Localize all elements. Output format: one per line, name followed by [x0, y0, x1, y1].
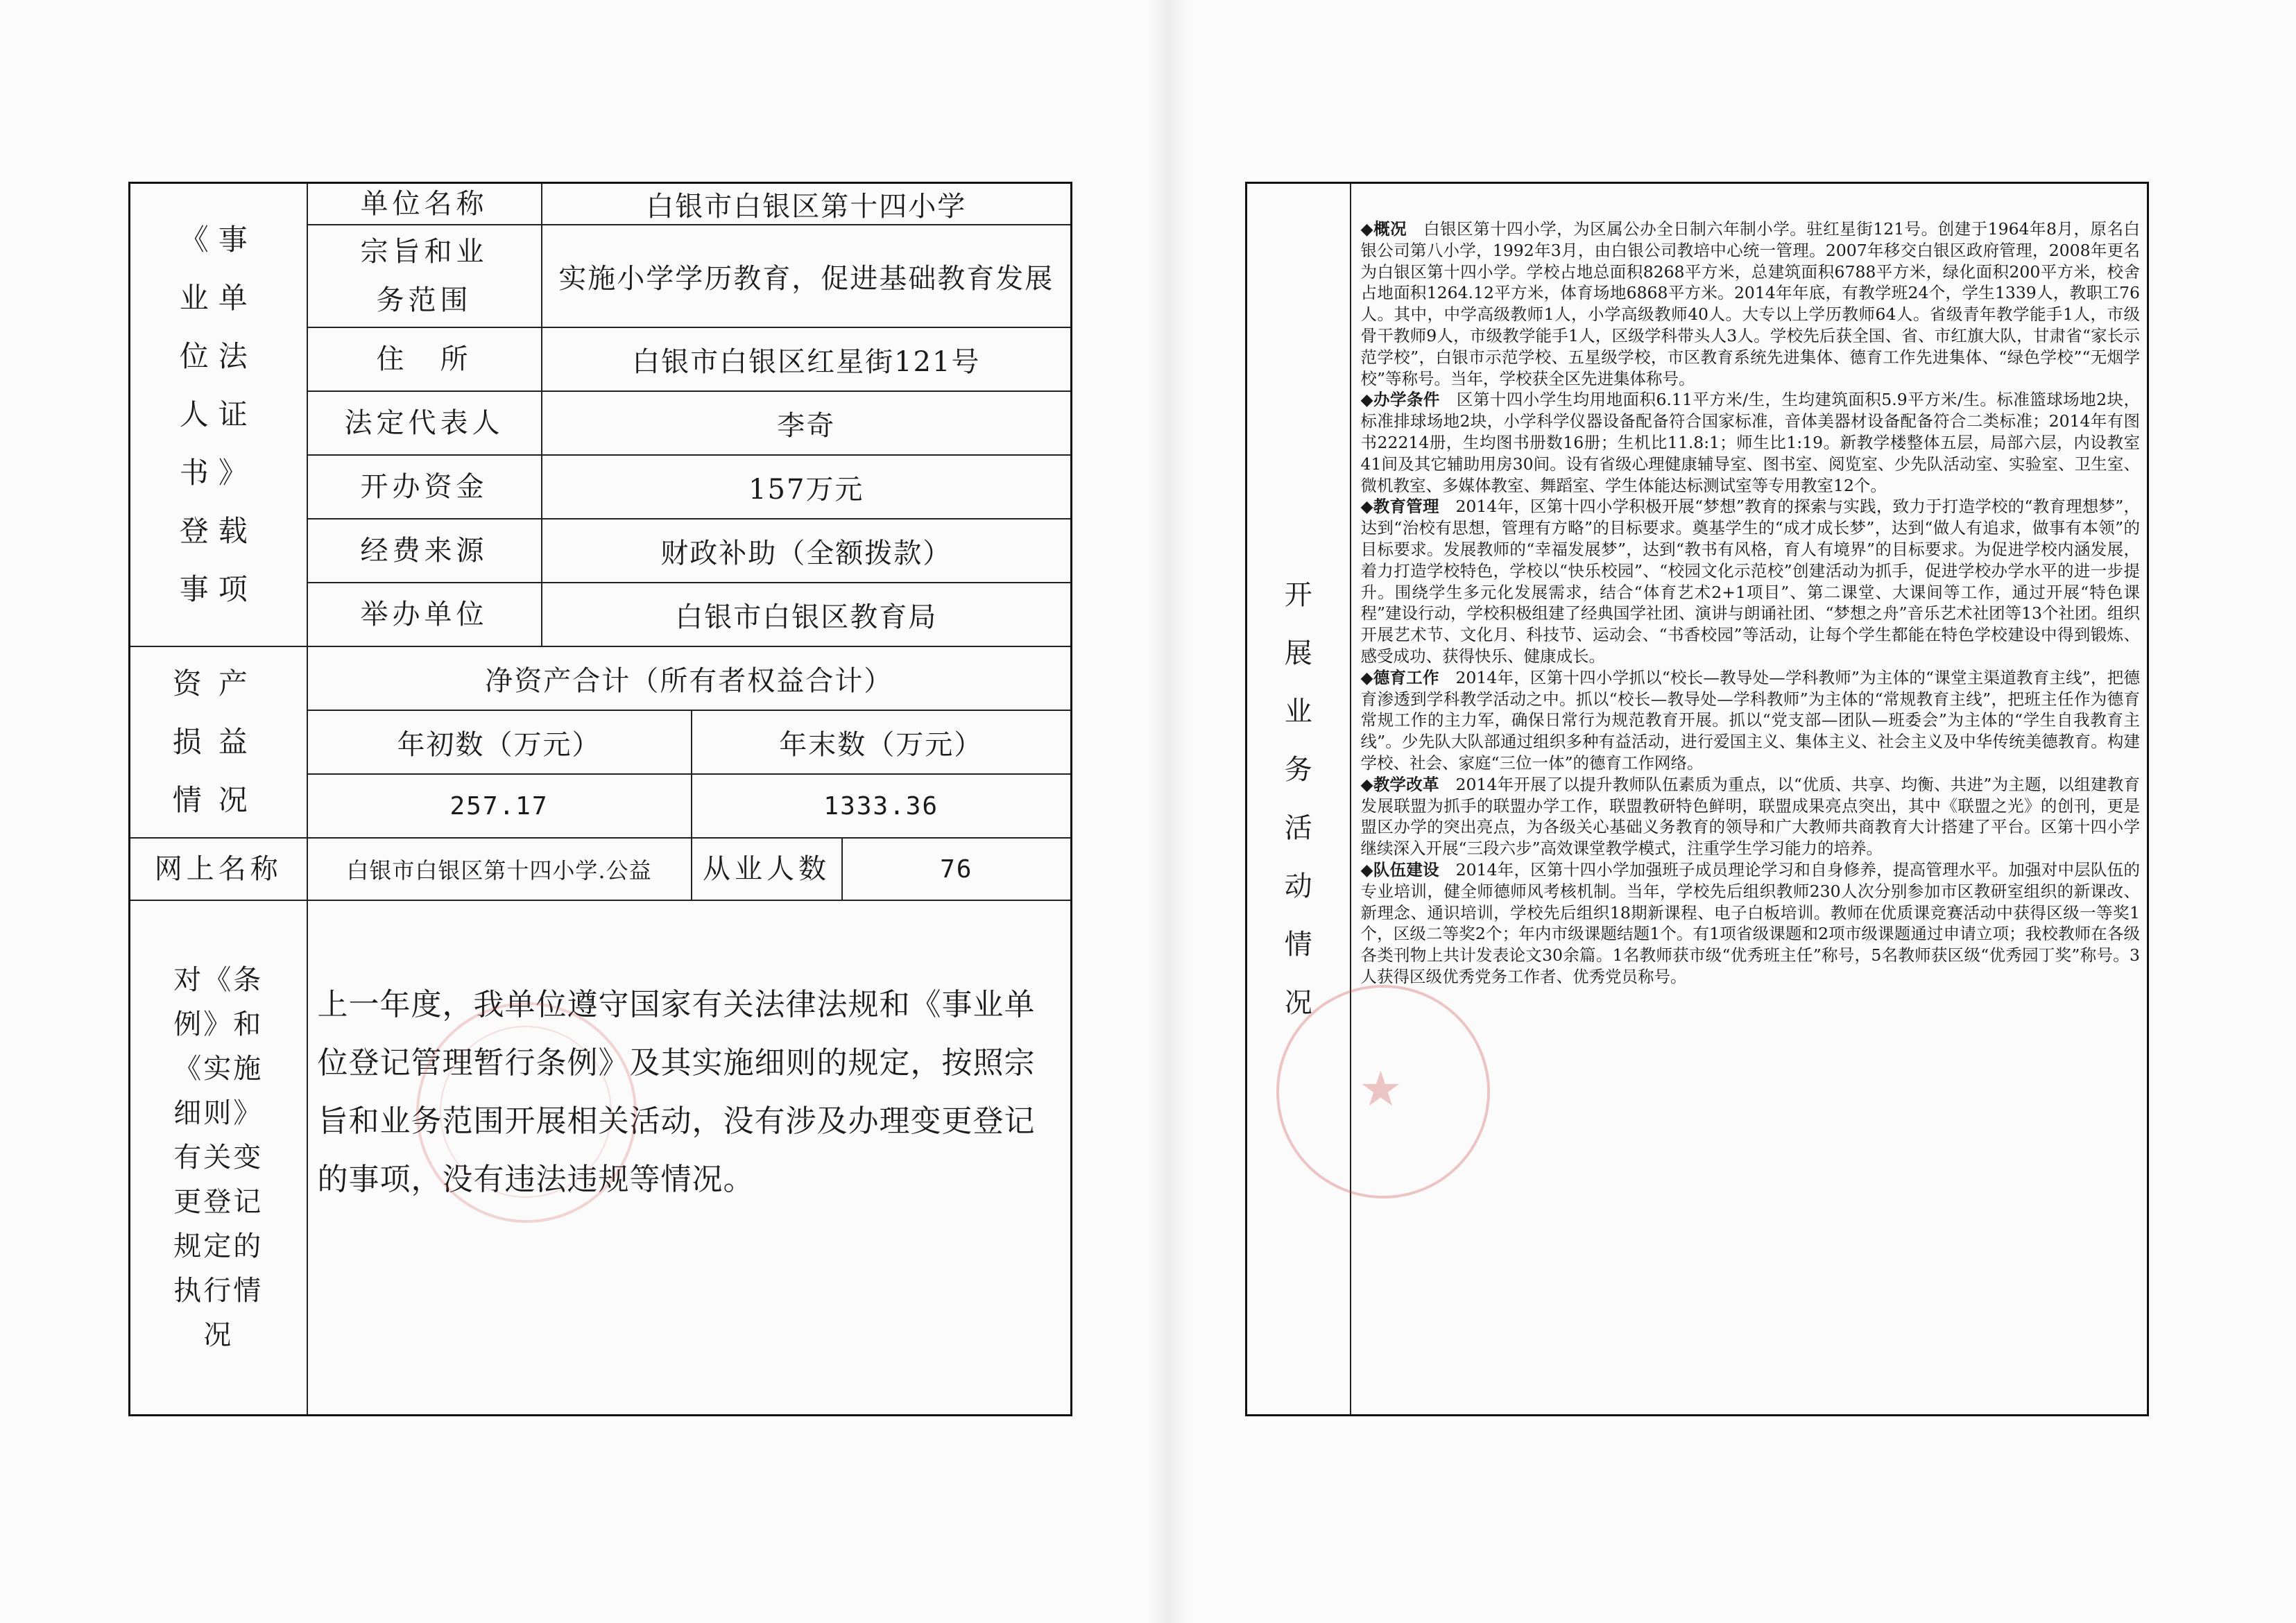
end-value: 1333.36: [692, 774, 1072, 838]
online-name-label: 网上名称: [130, 838, 307, 900]
online-name-value: 白银市白银区第十四小学.公益: [307, 838, 692, 900]
official-seal-left: [416, 1002, 637, 1223]
report-paragraph: [1361, 859, 2141, 988]
begin-value: 257.17: [307, 774, 692, 838]
unit-name-value: 白银市白银区第十四小学: [542, 183, 1072, 225]
assets-section-text: 资产损益情况: [172, 667, 264, 817]
registration-section-label: [130, 183, 307, 647]
sponsor-label: 举办单位: [307, 583, 542, 646]
report-paragraph: [1361, 218, 2141, 389]
seal-ring: [440, 1026, 612, 1198]
purpose-label: 宗旨和业务范围: [360, 236, 488, 316]
funding-label: 经费来源: [307, 519, 542, 583]
official-seal-right: [1276, 985, 1490, 1199]
registration-section-text: 《事业单位法人证书》登载事项: [179, 223, 257, 606]
report-paragraph: [1361, 389, 2141, 496]
capital-label: 开办资金: [307, 455, 542, 519]
paragraph-marker: ◆概况: [1360, 219, 1407, 239]
paragraph-marker: ◆队伍建设: [1360, 859, 1439, 879]
purpose-value: 实施小学学历教育，促进基础教育发展: [542, 225, 1072, 327]
end-label: 年末数（万元）: [692, 710, 1072, 774]
staff-value: 76: [842, 838, 1072, 900]
paragraph-marker: ◆教育管理: [1360, 497, 1439, 517]
funding-value: 财政补助（全额拨款）: [542, 519, 1072, 583]
address-value: 白银市白银区红星街121号: [542, 327, 1072, 391]
paragraph-text: 2014年，区第十四小学抓以“校长—教导处—学科教师”为主体的“课堂主渠道教育主线”，把德育渗透到学科教学活动之中。抓以“校长—教导处—学科教师”为主体的“常规教育主线”，把班主任作为德育常规工作的主力军，确保日常行为规范教育开展。抓以“党支部—团队—班委会”为主体的“学生自我教育主线”。少先队大队部通过组织多种有益活动，进行爱国主义、集体主义、社会主义及中华传统美德教育。构建学校、社会、家庭“三位一体”的德育工作网络。: [1360, 667, 2140, 773]
paragraph-text: 2014年，区第十四小学积极开展“梦想”教育的探索与实践，致力于打造学校的“教育理想梦”，达到“治校有思想，管理有方略”的目标要求。奠基学生的“成才成长梦”，达到“做人有追求，做事有本领”的目标要求。发展教师的“幸福发展梦”，达到“教书有风格，育人有境界”的目标要求。为促进学校内涵发展，着力打造学校特色，学校以“快乐校园”、“校园文化示范校”创建活动为抓手，促进学校办学水平的进一步提升。围绕学生多元化发展需求，结合“体育艺术2+1项目”、第二课堂、大课间等工作，通过开展“特色课程”建设行动，学校积极组建了经典国学社团、演讲与朗诵社团、“梦想之舟”音乐艺术社团等13个社团。组织开展艺术节、文化月、科技节、运动会、“书香校园”等活动，让每个学生都能在特色学校建设中得到锻炼、感受成功、获得快乐、健康成长。: [1360, 497, 2140, 666]
legal-rep-value: 李奇: [542, 391, 1072, 455]
star-icon: ★: [1359, 1060, 1403, 1117]
net-assets-label: 净资产合计（所有者权益合计）: [307, 646, 1072, 710]
activities-section-label: [1246, 183, 1351, 1416]
capital-value: 157万元: [542, 455, 1072, 519]
address-label: 住 所: [307, 327, 542, 391]
compliance-statement: 上一年度，我单位遵守国家有关法律法规和《事业单位登记管理暂行条例》及其实施细则的规定，按照宗旨和业务范围开展相关活动，没有涉及办理变更登记的事项，没有违法违规等情况。: [307, 900, 1072, 1416]
activities-form: [1245, 182, 2149, 1416]
sponsor-value: 白银市白银区教育局: [542, 583, 1072, 646]
unit-name-label: 单位名称: [307, 183, 542, 225]
activities-report: [1351, 183, 2148, 1416]
compliance-section-text: 对《条例》和《实施细则》有关变更登记规定的执行情况: [173, 964, 264, 1351]
page-fold-shadow: [1148, 0, 1190, 1623]
paragraph-marker: ◆教学改革: [1360, 774, 1439, 794]
paragraph-text: 2014年开展了以提升教师队伍素质为重点，以“优质、共享、均衡、共进”为主题，以组建教育发展联盟为抓手的联盟办学工作，联盟教研特色鲜明，联盟成果亮点突出，其中《联盟之光》的创刊，更是盟区办学的突出亮点，为各级关心基础义务教育的领导和广大教师共商教育大计搭建了平台。区第十四小学继续深入开展“三段六步”高效课堂教学模式，注重学生学习能力的培养。: [1360, 774, 2140, 859]
report-paragraph: [1361, 774, 2141, 859]
activities-paragraphs: [1361, 218, 2141, 988]
paragraph-text: 白银区第十四小学，为区属公办全日制六年制小学。驻红星街121号。创建于1964年8月，原名白银公司第八小学，1992年3月，由白银公司教培中心统一管理。2007年移交白银区政府管理，2008年更名为白银区第十四小学。学校占地总面积8268平方米，总建筑面积6788平方米，绿化面积200平方米，校舍占地面积1264.12平方米，体育场地6868平方米。2014年年底，有教学班24个，学生1339人，教职工76人。其中，中学高级教师1人，小学高级教师40人。大专以上学历教师64人。省级青年教学能手1人，市级骨干教师9人，市级教学能手1人，区级学科带头人3人。学校先后获全国、省、市红旗大队，甘肃省“家长示范学校”，白银市示范学校、五星级学校，市区教育系统先进集体、德育工作先进集体、“绿色学校”“无烟学校”等称号。当年，学校获全区先进集体称号。: [1360, 219, 2140, 388]
begin-label: 年初数（万元）: [307, 710, 692, 774]
staff-label: 从业人数: [692, 838, 842, 900]
report-paragraph: [1361, 667, 2141, 774]
report-paragraph: [1361, 496, 2141, 667]
paragraph-marker: ◆德育工作: [1360, 667, 1439, 687]
paragraph-text: 区第十四小学生均用地面积6.11平方米/生，生均建筑面积5.9平方米/生。标准篮球场地2块，标准排球场地2块，小学科学仪器设备配备符合国家标准，音体美器材设备配备符合二类标准；2014年有图书22214册，生均图书册数16册；生机比11.8:1；师生比1:19。新教学楼整体五层，局部六层，内设教室41间及其它辅助用房30间。设有省级心理健康辅导室、图书室、阅览室、少先队活动室、实验室、卫生室、微机教室、多媒体教室、舞蹈室、学生体能达标测试室等专用教室12个。: [1360, 390, 2140, 495]
registration-form: [128, 182, 1072, 1416]
legal-rep-label: 法定代表人: [307, 391, 542, 455]
activities-section-text: 开展业务活动情况: [1284, 579, 1312, 1019]
assets-section-label: [130, 646, 307, 838]
compliance-section-label: [130, 900, 307, 1416]
paragraph-marker: ◆办学条件: [1360, 390, 1440, 410]
purpose-label-cell: [307, 225, 542, 327]
paragraph-text: 2014年，区第十四小学加强班子成员理论学习和自身修养，提高管理水平。加强对中层队伍的专业培训，健全师德师风考核机制。当年，学校先后组织教师230人次分别参加市区教研室组织的新课改、新理念、通识培训，学校先后组织18期新课程、电子白板培训。教师在优质课竞赛活动中获得区级一等奖1个，区级二等奖2个；年内市级课题结题1个。有1项省级课题和2项市级课题通过申请立项；我校教师在各级各类刊物上共计发表论文30余篇。1名教师获市级“优秀班主任”称号，5名教师获区级“优秀园丁奖”称号。3人获得区级优秀党务工作者、优秀党员称号。: [1360, 859, 2141, 986]
